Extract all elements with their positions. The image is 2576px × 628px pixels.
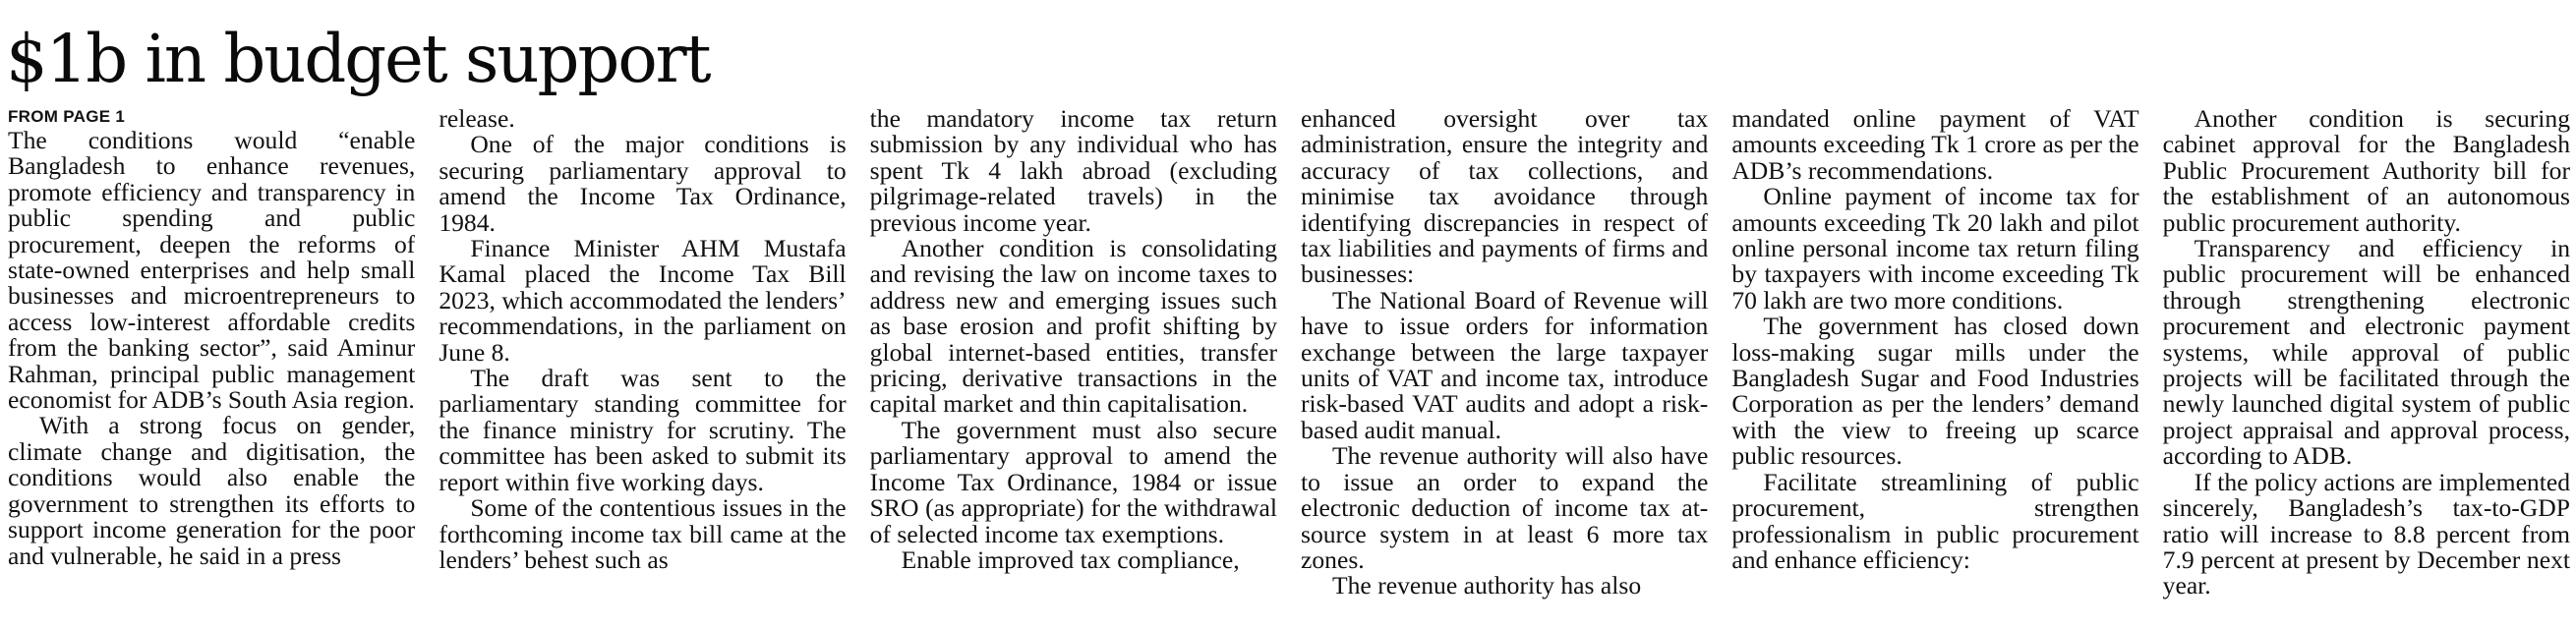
article-paragraph: The conditions would “enable Bangladesh to enhance revenues, promote efficiency and transparency in public spending and public procurement, deepen the reforms of state-owned enterprises and help small businesses and microentrepreneurs to access low-interest affordable credits from the banking sector”, said Aminur Rahman, principal public management economist for ADB’s South Asia region. bbox=[8, 126, 416, 415]
article-column-1 bbox=[8, 106, 415, 625]
article-paragraph: Finance Minister AHM Mustafa Kamal placed the Income Tax Bill 2023, which accommodated the lenders’ recommendations, in the parliament on June 8. bbox=[439, 234, 847, 367]
continuation-kicker: FROM PAGE 1 bbox=[8, 107, 126, 126]
article-paragraph: Another condition is securing cabinet approval for the Bangladesh Public Procurement Authority bill for the establishment of an autonomous public procurement authority. bbox=[2162, 106, 2570, 237]
article-column-3 bbox=[870, 106, 1277, 625]
article-paragraph: With a strong focus on gender, climate change and digitisation, the conditions would also enable the government to strengthen its efforts to support income generation for the poor and vulnerable, he said in a press bbox=[8, 411, 416, 570]
article-body bbox=[8, 106, 2570, 628]
article-paragraph: release. bbox=[439, 106, 515, 133]
article-paragraph: The government has closed down loss-making sugar mills under the Bangladesh Sugar and Food Industries Corporation as per the lenders’ demand with the view to freeing up scarce public resources. bbox=[1731, 312, 2139, 471]
article-column-6 bbox=[2163, 106, 2570, 625]
headline: $1b in budget support bbox=[6, 21, 710, 97]
article-paragraph: Enable improved tax compliance, bbox=[901, 544, 1240, 574]
article-paragraph: The draft was sent to the parliamentary standing committee for the finance ministry for scrutiny. The committee has been asked to submit its report within five working days. bbox=[439, 364, 847, 496]
article-paragraph: One of the major conditions is securing parliamentary approval to amend the Income Tax Ordinance, 1984. bbox=[439, 130, 847, 237]
article-paragraph: Transparency and efficiency in public procurement will be enhanced through strengthening electronic procurement and electronic payment systems, while approval of public projects will be facilitated through the newly launched digital system of public project appraisal and approval process, according to ADB. bbox=[2162, 234, 2570, 471]
article-paragraph: If the policy actions are implemented sincerely, Bangladesh’s tax-to-GDP ratio will increase to 8.8 percent from 7.9 percent at present by December next year. bbox=[2162, 467, 2570, 600]
article-paragraph: The revenue authority has also bbox=[1332, 571, 1642, 600]
article-paragraph: The government must also secure parliamentary approval to amend the Income Tax Ordinance, 1984 or issue SRO (as appropriate) for the withdrawal of selected income tax exemptions. bbox=[869, 415, 1277, 548]
article-paragraph: mandated online payment of VAT amounts exceeding Tk 1 crore as per the ADB’s recommendations. bbox=[1731, 106, 2139, 185]
article-paragraph: Facilitate streamlining of public procurement, strengthen professionalism in public procurement and enhance efficiency: bbox=[1731, 467, 2139, 574]
article-paragraph: Online payment of income tax for amounts exceeding Tk 20 lakh and pilot online personal income tax return filing by taxpayers with income exceeding Tk 70 lakh are two more conditions. bbox=[1731, 182, 2139, 314]
article-column-4 bbox=[1301, 106, 1708, 625]
article-column-5 bbox=[1731, 106, 2138, 625]
article-paragraph: The National Board of Revenue will have to issue orders for information exchange between the large taxpayer units of VAT and income tax, introduce risk-based VAT audits and adopt a risk-based audit manual. bbox=[1301, 285, 1709, 444]
article-paragraph: the mandatory income tax return submission by any individual who has spent Tk 4 lakh abroad (excluding pilgrimage-related travels) in the previous income year. bbox=[869, 106, 1277, 237]
article-paragraph: enhanced oversight over tax administration, ensure the integrity and accuracy of tax collections, and minimise tax avoidance through identifying discrepancies in respect of tax liabilities and payments of firms and businesses: bbox=[1301, 106, 1709, 289]
article-paragraph: Another condition is consolidating and revising the law on income taxes to address new and emerging issues such as base erosion and profit shifting by global internet-based entities, transfer pricing, derivative transactions in the capital market and thin capitalisation. bbox=[869, 234, 1277, 419]
article-paragraph: Some of the contentious issues in the forthcoming income tax bill came at the lenders’ behest such as bbox=[439, 493, 847, 574]
article-paragraph: The revenue authority will also have to issue an order to expand the electronic deduction of income tax at-source system in at least 6 more tax zones. bbox=[1301, 441, 1709, 574]
article-column-2 bbox=[439, 106, 846, 625]
